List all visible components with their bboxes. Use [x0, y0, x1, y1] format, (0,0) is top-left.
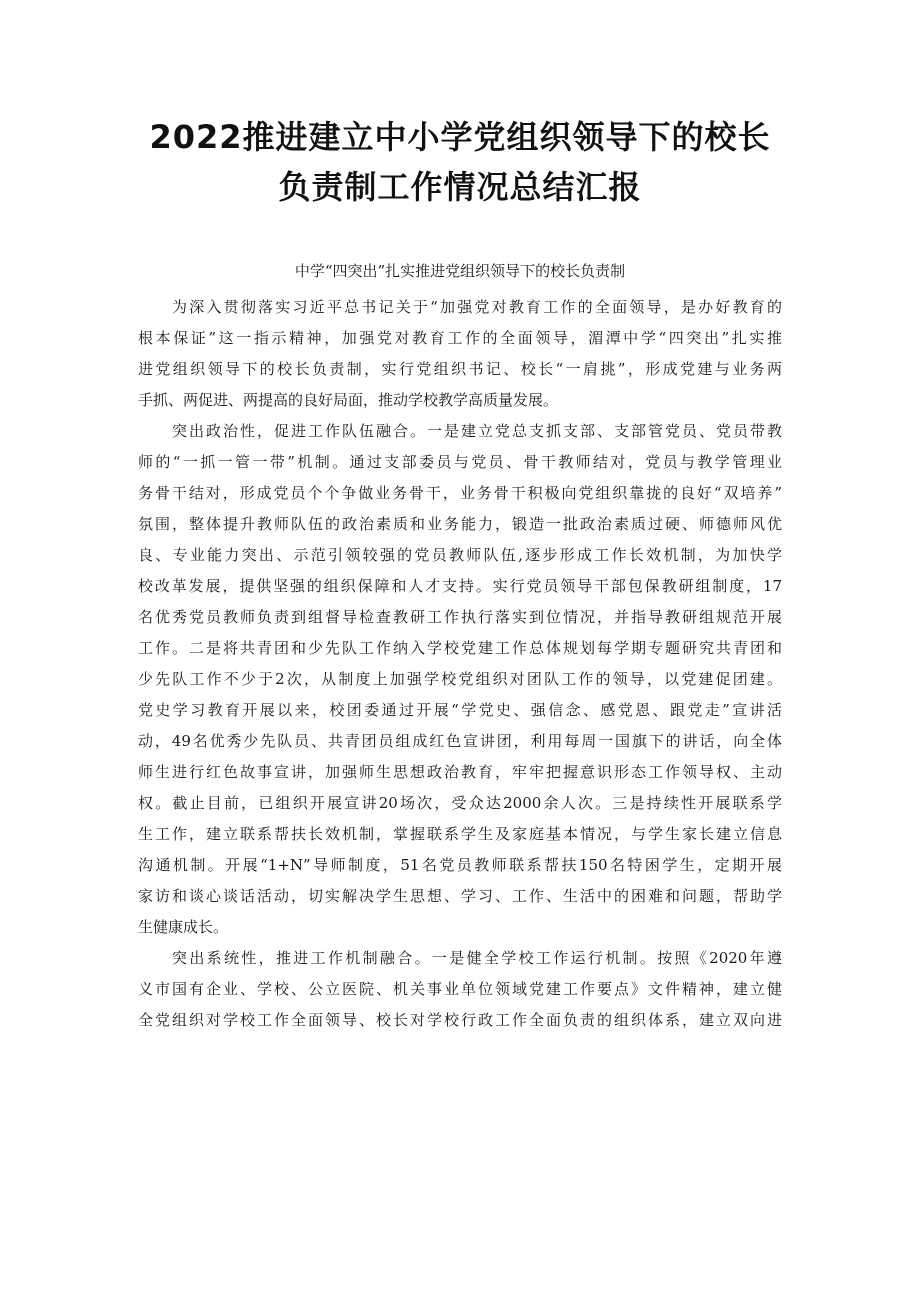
paragraph-line: 名优秀党员教师负责到组督导检查教研工作执行落实到位情况，并指导教研组规范开展: [138, 608, 782, 626]
paragraph-line: 党史学习教育开展以来，校团委通过开展“学党史、强信念、感党恩、跟党走”宣讲活: [138, 701, 782, 719]
paragraph-line: 突出系统性，推进工作机制融合。一是健全学校工作运行机制。按照《2020年遵: [172, 949, 782, 967]
paragraph-line: 为深入贯彻落实习近平总书记关于“加强党对教育工作的全面领导，是办好教育的: [172, 298, 782, 316]
paragraph-line: 义市国有企业、学校、公立医院、机关事业单位领域党建工作要点》文件精神，建立健: [138, 980, 782, 998]
paragraph-line: 校改革发展，提供坚强的组织保障和人才支持。实行党员领导干部包保教研组制度，17: [138, 577, 782, 595]
document-subtitle: 中学“四突出”扎实推进党组织领导下的校长负责制: [294, 262, 626, 280]
paragraph-line: 师生进行红色故事宣讲，加强师生思想政治教育，牢牢把握意识形态工作领导权、主动: [138, 763, 782, 781]
paragraph-political: [138, 416, 782, 943]
paragraph-line: 权。截止目前，已组织开展宣讲20场次，受众达2000余人次。三是持续性开展联系学: [138, 794, 782, 812]
paragraph-intro: [138, 292, 782, 416]
paragraph-line: 氛围，整体提升教师队伍的政治素质和业务能力，锻造一批政治素质过硬、师德师风优: [138, 515, 782, 533]
paragraph-line: 务骨干结对，形成党员个个争做业务骨干，业务骨干积极向党组织靠拢的良好“双培养”: [138, 484, 782, 502]
paragraph-line: 动，49名优秀少先队员、共青团员组成红色宣讲团，利用每周一国旗下的讲话，向全体: [138, 732, 782, 750]
paragraph-line: 少先队工作不少于2次，从制度上加强学校党组织对团队工作的领导，以党建促团建。: [138, 670, 782, 688]
document-body: [138, 292, 782, 1036]
paragraph-line: 生健康成长。: [138, 918, 229, 936]
paragraph-line: 良、专业能力突出、示范引领较强的党员教师队伍,逐步形成工作长效机制，为加快学: [138, 546, 782, 564]
paragraph-systematic: [138, 943, 782, 1036]
document-title-line-2: 负责制工作情况总结汇报: [278, 168, 642, 206]
paragraph-line: 突出政治性，促进工作队伍融合。一是建立党总支抓支部、支部管党员、党员带教: [172, 422, 782, 440]
paragraph-line: 师的“一抓一管一带”机制。通过支部委员与党员、骨干教师结对，党员与教学管理业: [138, 453, 782, 471]
paragraph-line: 根本保证”这一指示精神，加强党对教育工作的全面领导，湄潭中学“四突出”扎实推: [138, 329, 782, 347]
paragraph-line: 家访和谈心谈话活动，切实解决学生思想、学习、工作、生活中的困难和问题，帮助学: [138, 887, 782, 905]
paragraph-line: 沟通机制。开展“1+N”导师制度，51名党员教师联系帮扶150名特困学生，定期开展: [138, 856, 782, 874]
paragraph-line: 全党组织对学校工作全面领导、校长对学校行政工作全面负责的组织体系，建立双向进: [138, 1011, 782, 1029]
paragraph-line: 手抓、两促进、两提高的良好局面，推动学校教学高质量发展。: [138, 391, 559, 409]
paragraph-line: 工作。二是将共青团和少先队工作纳入学校党建工作总体规划每学期专题研究共青团和: [138, 639, 782, 657]
paragraph-line: 进党组织领导下的校长负责制，实行党组织书记、校长“一肩挑”，形成党建与业务两: [138, 360, 782, 378]
document-title-line-1: 2022推进建立中小学党组织领导下的校长: [149, 118, 771, 156]
paragraph-line: 生工作，建立联系帮扶长效机制，掌握联系学生及家庭基本情况，与学生家长建立信息: [138, 825, 782, 843]
